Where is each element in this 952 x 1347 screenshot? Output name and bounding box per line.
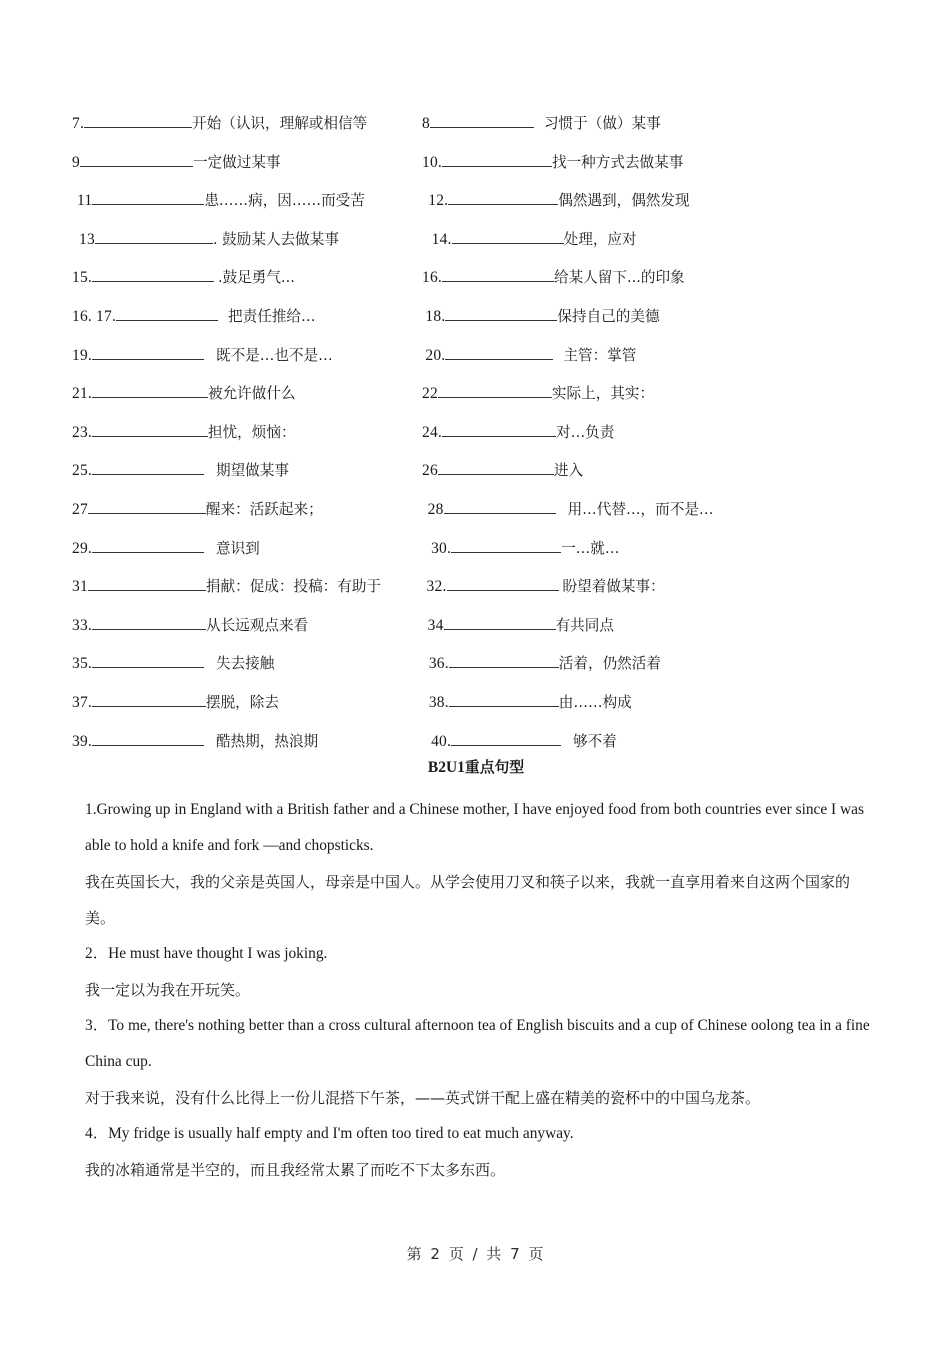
vocab-answer-blank[interactable] xyxy=(92,382,208,398)
vocab-entry-number: 34 xyxy=(427,616,444,634)
vocab-entry-meaning: 醒来：活跃起来； xyxy=(205,500,323,518)
vocab-entry-number: 7. xyxy=(72,115,85,132)
vocab-entry xyxy=(72,652,417,673)
vocab-entry-meaning: 盼望着做某事： xyxy=(562,578,665,596)
vocab-entry-meaning: . 鼓励某人去做某事 xyxy=(212,230,339,248)
vocab-row xyxy=(72,382,882,421)
vocab-row xyxy=(72,266,882,305)
vocab-entry xyxy=(422,266,882,287)
vocab-answer-blank[interactable] xyxy=(445,305,557,321)
key-sentence-item xyxy=(85,1008,870,1116)
vocab-row xyxy=(72,575,882,614)
vocab-answer-blank[interactable] xyxy=(92,421,208,437)
vocab-entry-meaning: 意识到 xyxy=(215,539,260,557)
vocab-answer-blank[interactable] xyxy=(95,228,213,244)
vocab-row xyxy=(72,614,882,653)
vocab-entry-number: 35. xyxy=(72,655,92,673)
sentence-translation: 我一定以为我在开玩笑。 xyxy=(85,981,251,999)
vocab-answer-blank[interactable] xyxy=(92,652,204,668)
key-sentence-item xyxy=(85,1116,870,1188)
key-sentence-item xyxy=(85,936,870,1008)
vocab-entry xyxy=(72,228,422,249)
key-sentence-item xyxy=(85,792,870,936)
vocab-entry xyxy=(72,459,422,480)
vocab-entry-meaning: 被允许做什么 xyxy=(207,385,296,403)
vocab-entry-meaning: 担忧，烦恼： xyxy=(207,423,296,441)
vocab-entry-number: 13 xyxy=(79,230,95,248)
vocab-entry-number: 27 xyxy=(72,500,88,518)
vocab-entry xyxy=(72,498,418,519)
vocab-entry xyxy=(417,652,882,673)
vocab-entry xyxy=(72,382,422,403)
vocab-row xyxy=(72,421,882,460)
vocab-entry-meaning: 由……构成 xyxy=(558,693,632,711)
vocab-entry-meaning: 摆脱，除去 xyxy=(205,693,279,711)
vocab-entry-number: 15. xyxy=(72,269,92,287)
vocab-entry-meaning: 偶然遇到，偶然发现 xyxy=(558,192,690,210)
vocab-entry-number: 26 xyxy=(422,462,438,480)
vocab-entry-number: 31 xyxy=(72,578,88,596)
vocab-entry-number: 36. xyxy=(428,655,449,673)
vocab-answer-blank[interactable] xyxy=(451,730,561,746)
vocab-answer-blank[interactable] xyxy=(92,691,206,707)
vocab-entry-meaning: 捐献：促成：投稿：有助于 xyxy=(205,578,382,596)
vocab-entry-number: 40. xyxy=(431,732,452,750)
vocab-entry-meaning: 一定做过某事 xyxy=(192,153,281,171)
vocab-entry xyxy=(72,730,415,751)
vocab-answer-blank[interactable] xyxy=(80,151,193,167)
vocab-entry-number: 16. xyxy=(422,269,442,287)
vocab-entry xyxy=(418,614,882,635)
section-heading-label: 重点句型 xyxy=(464,759,525,776)
vocab-entry xyxy=(72,575,419,596)
vocab-entry-meaning: 习惯于（做）某事 xyxy=(543,115,661,132)
vocab-answer-blank[interactable] xyxy=(449,691,559,707)
sentence-translation: 我在英国长大，我的父亲是英国人，母亲是中国人。从学会使用刀叉和筷子以来，我就一直享用着来自这两个国家的美。 xyxy=(85,873,851,927)
vocab-entry-meaning: 有共同点 xyxy=(555,616,614,634)
vocab-entry-meaning: 活着，仍然活着 xyxy=(558,655,661,673)
vocab-answer-blank[interactable] xyxy=(430,112,534,128)
vocab-entry-meaning: 把责任推给… xyxy=(228,307,316,325)
vocab-answer-blank[interactable] xyxy=(116,305,218,321)
section-heading-code: B2U1 xyxy=(427,759,465,776)
vocab-entry-meaning: 找一种方式去做某事 xyxy=(551,153,684,171)
vocab-answer-blank[interactable] xyxy=(92,189,204,205)
vocab-entry xyxy=(422,189,882,210)
vocab-entry-number: 8 xyxy=(422,115,430,132)
vocab-answer-blank[interactable] xyxy=(447,575,559,591)
vocab-entry-meaning: 够不着 xyxy=(573,732,617,750)
sentence-english: 1.Growing up in England with a British father and a Chinese mother, I have enjoyed food from both countries ever since I was able to hold a knife and fork —and chopsticks. xyxy=(85,801,864,854)
page-footer: 第 2 页 / 共 7 页 xyxy=(406,1245,546,1263)
vocab-row xyxy=(72,112,882,151)
vocab-answer-blank[interactable] xyxy=(92,537,204,553)
vocab-answer-blank[interactable] xyxy=(84,112,192,128)
vocab-entry-number: 19. xyxy=(72,346,92,364)
vocab-entry xyxy=(418,498,882,519)
vocab-entry-number: 20. xyxy=(425,346,446,364)
vocab-entry xyxy=(415,730,882,751)
vocab-entry-number: 11 xyxy=(77,192,93,210)
vocab-row xyxy=(72,189,882,228)
vocab-entry-number: 12. xyxy=(428,192,449,210)
sentence-english: 2．He must have thought I was joking. xyxy=(85,945,328,962)
vocab-entry-meaning: 保持自己的美德 xyxy=(557,307,660,325)
vocab-entry-meaning: 实际上，其实： xyxy=(551,385,655,403)
vocab-entry-meaning: 一…就… xyxy=(561,539,620,557)
vocab-entry-number: 25. xyxy=(72,462,92,480)
vocab-entry-number: 29. xyxy=(72,539,92,557)
vocab-entry xyxy=(72,691,417,712)
vocab-entry-meaning: 给某人留下...的印象 xyxy=(553,269,685,287)
vocab-entry xyxy=(72,305,419,326)
vocab-entry-number: 32. xyxy=(426,578,447,596)
vocab-answer-blank[interactable] xyxy=(92,730,204,746)
vocab-entry-number: 33. xyxy=(72,616,92,634)
vocab-row xyxy=(72,459,882,498)
vocab-entry-meaning: 期望做某事 xyxy=(215,462,289,480)
vocab-entry xyxy=(422,112,882,133)
vocab-entry-meaning: 开始（认识，理解或相信等 xyxy=(192,115,368,132)
vocab-answer-blank[interactable] xyxy=(438,382,552,398)
vocab-entry-number: 22 xyxy=(422,385,438,403)
vocab-entry xyxy=(422,459,882,480)
vocab-answer-blank[interactable] xyxy=(444,614,556,630)
vocab-row xyxy=(72,344,882,383)
vocab-answer-blank[interactable] xyxy=(449,652,559,668)
vocab-entry xyxy=(72,344,419,365)
vocab-entry-meaning: 既不是…也不是… xyxy=(215,346,333,364)
vocab-answer-blank[interactable] xyxy=(88,575,206,591)
vocab-entry xyxy=(415,537,882,558)
section-heading xyxy=(0,756,952,777)
vocab-entry-meaning: 进入 xyxy=(553,462,584,480)
vocab-entry-number: 16. 17. xyxy=(72,307,117,325)
vocab-entry xyxy=(72,151,422,172)
vocab-row xyxy=(72,652,882,691)
vocab-answer-blank[interactable] xyxy=(92,266,214,282)
sentence-translation: 我的冰箱通常是半空的，而且我经常太累了而吃不下太多东西。 xyxy=(85,1161,506,1179)
key-sentence-list xyxy=(85,792,870,1188)
vocab-entry-meaning: 酷热期，热浪期 xyxy=(215,732,319,750)
vocab-entry xyxy=(72,421,422,442)
vocab-entry-number: 10. xyxy=(422,153,442,171)
vocab-entry-number: 18. xyxy=(425,307,446,325)
vocab-entry-number: 39. xyxy=(72,732,92,750)
vocab-entry xyxy=(419,344,882,365)
vocab-entry xyxy=(422,228,882,249)
vocab-answer-blank[interactable] xyxy=(448,189,558,205)
sentence-translation: 对于我来说，没有什么比得上一份儿混搭下午茶，——英式饼干配上盛在精美的瓷杯中的中国乌龙茶。 xyxy=(85,1089,761,1107)
vocab-entry xyxy=(419,575,882,596)
vocab-answer-blank[interactable] xyxy=(92,344,204,360)
vocab-row xyxy=(72,151,882,190)
vocab-entry xyxy=(72,266,422,287)
vocab-entry-meaning: 对…负责 xyxy=(555,423,615,441)
vocab-entry xyxy=(72,112,422,133)
vocab-answer-blank[interactable] xyxy=(444,498,556,514)
vocab-entry-number: 37. xyxy=(72,693,92,711)
vocab-row xyxy=(72,305,882,344)
vocab-answer-blank[interactable] xyxy=(451,537,561,553)
vocab-answer-blank[interactable] xyxy=(442,266,554,282)
vocab-entry-number: 9 xyxy=(72,153,80,171)
vocab-entry-number: 30. xyxy=(431,539,452,557)
vocab-entry xyxy=(72,189,422,210)
vocab-answer-blank[interactable] xyxy=(88,498,206,514)
vocab-row xyxy=(72,691,882,730)
vocab-entry-meaning: 处理，应对 xyxy=(563,230,637,248)
vocabulary-fill-in-blank-grid xyxy=(72,112,882,768)
vocab-entry xyxy=(417,691,882,712)
vocab-entry-number: 24. xyxy=(422,423,442,441)
vocab-entry-number: 21. xyxy=(72,385,92,403)
vocab-entry-number: 23. xyxy=(72,423,92,441)
vocab-row xyxy=(72,228,882,267)
vocab-entry-meaning: 患……病，因……而受苦 xyxy=(204,192,365,210)
vocab-entry-meaning: 用…代替…，而不是… xyxy=(567,500,714,518)
vocab-entry xyxy=(422,151,882,172)
vocab-entry xyxy=(419,305,882,326)
vocab-row xyxy=(72,537,882,576)
vocab-entry-number: 14. xyxy=(431,230,452,248)
vocab-entry-number: 38. xyxy=(428,693,449,711)
vocab-entry xyxy=(422,421,882,442)
vocab-entry-meaning: 主管：掌管 xyxy=(563,346,637,364)
vocab-answer-blank[interactable] xyxy=(445,344,553,360)
vocab-entry-meaning: .鼓足勇气... xyxy=(217,269,295,287)
vocab-entry-meaning: 从长远观点来看 xyxy=(205,616,309,634)
sentence-english: 4．My fridge is usually half empty and I'm often too tired to eat much anyway. xyxy=(85,1125,574,1142)
vocab-entry-meaning: 失去接触 xyxy=(215,655,275,673)
vocab-answer-blank[interactable] xyxy=(92,614,206,630)
vocab-entry xyxy=(72,537,415,558)
vocab-answer-blank[interactable] xyxy=(452,228,564,244)
vocab-answer-blank[interactable] xyxy=(442,151,552,167)
vocab-entry xyxy=(72,614,418,635)
vocab-entry-number: 28 xyxy=(427,500,444,518)
vocab-answer-blank[interactable] xyxy=(92,459,204,475)
vocab-entry xyxy=(422,382,882,403)
vocab-answer-blank[interactable] xyxy=(442,421,556,437)
sentence-english: 3．To me, there's nothing better than a cross cultural afternoon tea of English biscuits and a cup of Chinese oolong tea in a fine China cup. xyxy=(85,1017,870,1070)
vocab-answer-blank[interactable] xyxy=(438,459,554,475)
vocab-row xyxy=(72,498,882,537)
